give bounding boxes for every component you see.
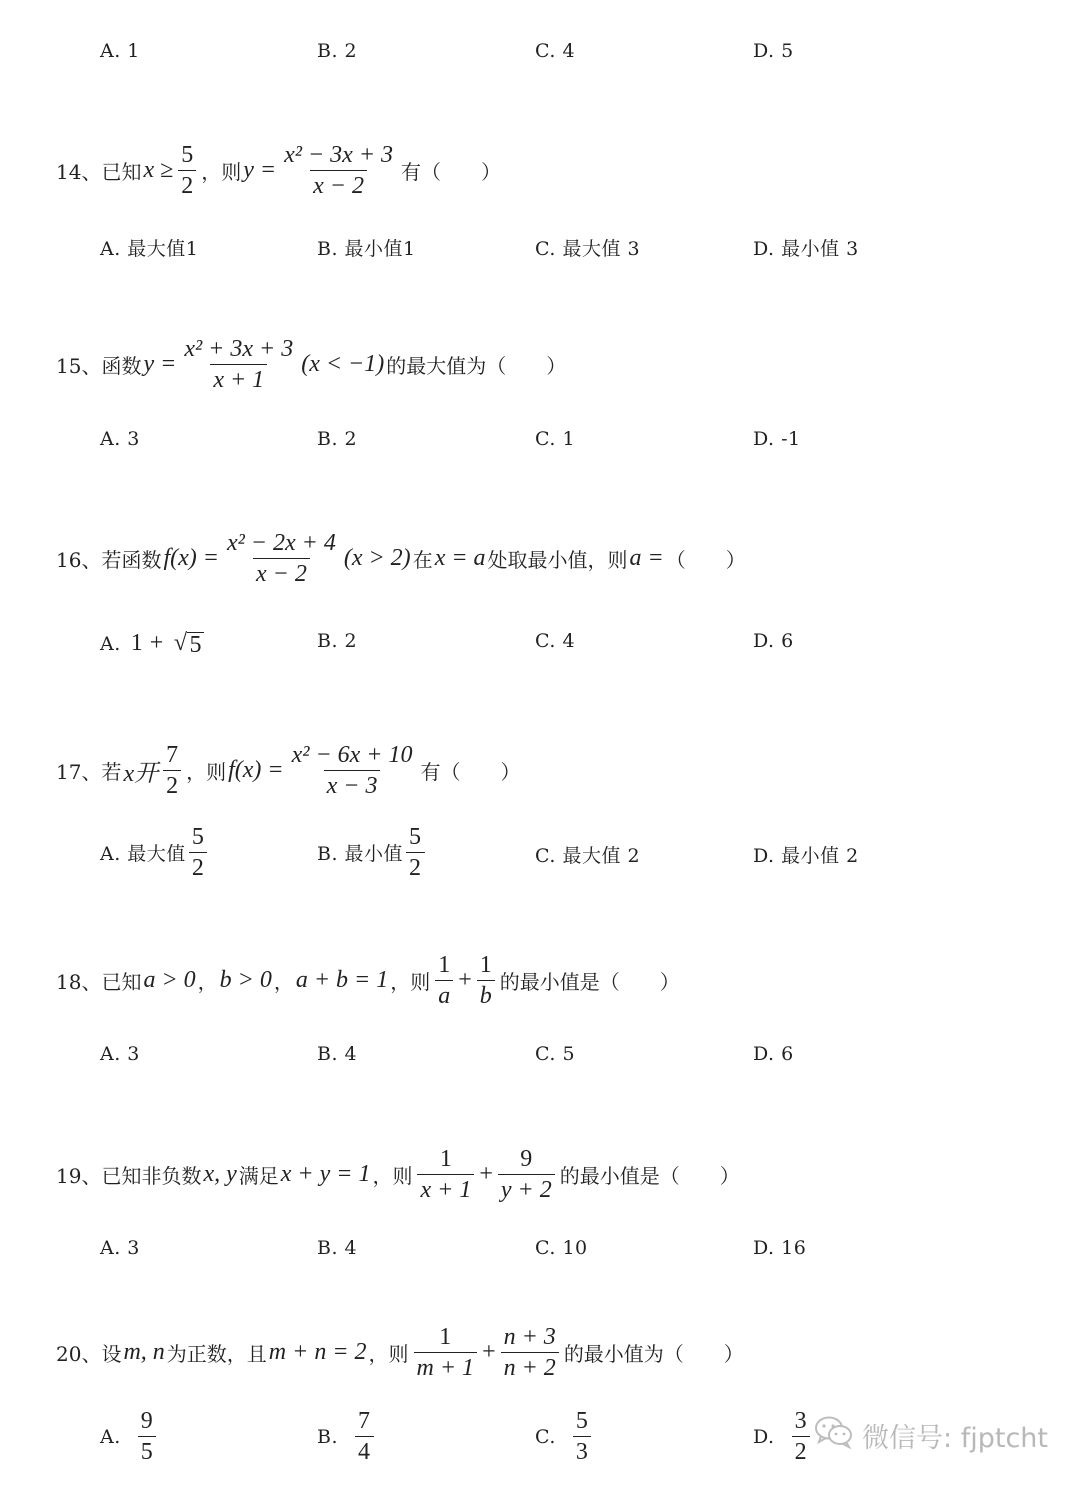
q13-option-b: B. 2 [317, 40, 358, 62]
q17-tail: 有（ ） [420, 760, 521, 784]
q14-y-eq: y = [243, 157, 277, 183]
q19-option-b: B. 4 [317, 1237, 358, 1259]
q19-mid-2: ，则 [372, 1164, 413, 1188]
q16-option-b: B. 2 [317, 630, 358, 652]
q16-function-num: x² − 2x + 4 [226, 530, 336, 556]
q20-frac-2-den: n + 2 [501, 1352, 559, 1383]
q20-option-c-label: C. [535, 1425, 556, 1448]
q20-frac-1 [414, 1322, 478, 1383]
q20-option-d-frac [792, 1406, 811, 1467]
q18-tail: 的最小值是（ ） [499, 970, 680, 994]
q14-tail: 有（ ） [401, 160, 502, 184]
q19-frac-1-den: x + 1 [417, 1174, 474, 1205]
q19-frac-1 [417, 1144, 474, 1205]
q18-frac-1-den: a [435, 980, 453, 1011]
q14-function-num: x² − 3x + 3 [284, 142, 394, 168]
q16-tail1: 处取最小值，则 [487, 548, 628, 572]
q13-option-a: A. 1 [100, 40, 140, 62]
q19-option-d: D. 16 [753, 1237, 807, 1259]
q16-option-a-value: 1 + [130, 630, 164, 656]
q18-option-a: A. 3 [100, 1043, 140, 1065]
wechat-watermark [814, 1415, 1048, 1456]
q18-cond-2: b > 0 [219, 967, 272, 993]
q16-option-a-prefix: A. [100, 632, 121, 655]
q18-cond-3: a + b = 1 [295, 967, 389, 993]
q16-at: x = a [434, 545, 486, 571]
q13-option-c: C. 4 [535, 40, 576, 62]
q14-function-den: x − 2 [310, 170, 367, 201]
q19-option-c: C. 10 [535, 1237, 588, 1259]
q20-tail: 的最小值为（ ） [563, 1342, 744, 1366]
q19-cond: x + y = 1 [280, 1161, 371, 1187]
q20-option-b [317, 1406, 377, 1467]
q17-cond-den: 2 [163, 770, 181, 801]
q17-mid: ，则 [186, 760, 227, 784]
q20-option-d-den: 2 [792, 1436, 811, 1467]
q18-frac-2 [477, 950, 495, 1011]
q14-mid: ，则 [201, 160, 242, 184]
q16-mid: 在 [412, 548, 433, 572]
q18-number: 18、已知 [56, 970, 142, 994]
q17-option-a-den: 2 [189, 852, 208, 883]
q20-number: 20、设 [56, 1342, 122, 1366]
wechat-icon [814, 1415, 854, 1456]
q20-vars: m, n [123, 1339, 165, 1365]
q17-option-b [317, 822, 428, 883]
q17-function-frac [289, 740, 416, 801]
q19-stem [56, 1144, 740, 1205]
q17-option-b-label: B. 最小值 [317, 843, 404, 865]
q17-cond: x开 [123, 761, 159, 787]
q17-option-a-num: 5 [191, 824, 205, 850]
q14-option-b: B. 最小值1 [317, 238, 416, 260]
q14-option-c: C. 最大值 3 [535, 238, 641, 260]
q17-option-d: D. 最小值 2 [753, 845, 859, 867]
q20-option-c-num: 5 [575, 1408, 589, 1434]
q14-cond: x ≥ [143, 157, 174, 183]
q15-option-b: B. 2 [317, 428, 358, 450]
q18-cond-1: a > 0 [143, 967, 196, 993]
q20-frac-2 [501, 1322, 559, 1383]
q17-option-b-den: 2 [406, 852, 425, 883]
q16-tail2: （ ） [665, 548, 746, 572]
q17-option-a-label: A. 最大值 [100, 843, 186, 865]
q15-function-frac [181, 334, 296, 395]
q13-option-d: D. 5 [753, 40, 794, 62]
watermark-text: 微信号: fjptcht [862, 1423, 1048, 1454]
q20-mid-1: 为正数，且 [166, 1342, 267, 1366]
q17-function-den: x − 3 [324, 770, 381, 801]
q20-option-a-den: 5 [138, 1436, 157, 1467]
q18-frac-2-den: b [477, 980, 495, 1011]
q17-option-a-frac [189, 822, 208, 883]
q20-option-b-label: B. [317, 1425, 339, 1448]
q14-option-a: A. 最大值1 [100, 238, 199, 260]
q17-function-num: x² − 6x + 10 [291, 742, 413, 768]
q16-function-frac [224, 528, 339, 589]
q15-y-eq: y = [143, 351, 177, 377]
q14-cond-num: 5 [181, 142, 194, 168]
q16-option-a-sqrt: √ 5 [173, 630, 202, 658]
q20-frac-1-den: m + 1 [414, 1352, 478, 1383]
q18-stem [56, 950, 680, 1011]
q20-option-c-den: 3 [573, 1436, 592, 1467]
q17-f-eq: f(x) = [228, 757, 284, 783]
q15-function-num: x² + 3x + 3 [184, 336, 294, 362]
q18-plus: + [458, 967, 472, 993]
q17-stem [56, 740, 521, 801]
q20-cond: m + n = 2 [268, 1339, 367, 1365]
q15-function-den: x + 1 [210, 364, 267, 395]
q20-option-d-label: D. [753, 1425, 775, 1448]
q20-option-b-den: 4 [355, 1436, 374, 1467]
q19-plus: + [479, 1161, 493, 1187]
q20-option-d [753, 1406, 813, 1467]
q20-frac-1-num: 1 [439, 1324, 452, 1350]
q19-frac-2-num: 9 [520, 1146, 533, 1172]
q15-option-c: C. 1 [535, 428, 576, 450]
q15-option-a: A. 3 [100, 428, 140, 450]
q19-vars: x, y [203, 1161, 237, 1187]
q17-option-b-num: 5 [409, 824, 422, 850]
q20-option-a-label: A. [100, 1425, 121, 1448]
q14-cond-den: 2 [178, 170, 196, 201]
q20-option-a-num: 9 [140, 1408, 154, 1434]
q16-option-d: D. 6 [753, 630, 794, 652]
q17-number: 17、若 [56, 760, 122, 784]
q20-frac-2-num: n + 3 [503, 1324, 556, 1350]
q20-option-c [535, 1406, 594, 1467]
q15-option-d: D. -1 [753, 428, 801, 450]
q16-f-eq: f(x) = [163, 545, 219, 571]
q18-option-d: D. 6 [753, 1043, 794, 1065]
q17-cond-frac [163, 740, 181, 801]
q14-stem [56, 140, 501, 201]
q20-mid-2: ，则 [368, 1342, 409, 1366]
q17-cond-num: 7 [166, 742, 179, 768]
q20-option-d-num: 3 [794, 1408, 808, 1434]
q16-domain: (x > 2) [343, 545, 411, 571]
q14-number: 14、已知 [56, 160, 142, 184]
q20-option-b-num: 7 [358, 1408, 371, 1434]
q20-option-b-frac [355, 1406, 374, 1467]
q16-a-eq: a = [629, 545, 664, 571]
q18-frac-2-num: 1 [479, 952, 492, 978]
q15-stem [56, 334, 566, 395]
q19-number: 19、已知非负数 [56, 1164, 202, 1188]
q15-domain: (x < −1) [301, 351, 385, 377]
q20-option-c-frac [573, 1406, 592, 1467]
q19-mid-1: 满足 [238, 1164, 279, 1188]
q15-number: 15、函数 [56, 354, 142, 378]
q19-frac-2-den: y + 2 [498, 1174, 555, 1205]
q17-option-c: C. 最大值 2 [535, 845, 641, 867]
q19-option-a: A. 3 [100, 1237, 140, 1259]
q16-option-a-radicand: 5 [189, 632, 202, 658]
q19-frac-2 [498, 1144, 555, 1205]
q16-option-c: C. 4 [535, 630, 576, 652]
q16-function-den: x − 2 [253, 558, 310, 589]
q18-option-b: B. 4 [317, 1043, 358, 1065]
q18-option-c: C. 5 [535, 1043, 576, 1065]
q18-sep-2: ， [273, 970, 294, 994]
q17-option-b-frac [406, 822, 425, 883]
q19-tail: 的最小值是（ ） [559, 1164, 740, 1188]
q18-frac-1-num: 1 [438, 952, 451, 978]
q14-option-d: D. 最小值 3 [753, 238, 859, 260]
q18-mid: ，则 [390, 970, 431, 994]
q16-number: 16、若函数 [56, 548, 162, 572]
q15-tail: 的最大值为（ ） [386, 354, 567, 378]
q14-function-frac [281, 140, 396, 201]
q14-cond-frac [178, 140, 196, 201]
q17-option-a [100, 822, 210, 883]
q16-stem [56, 528, 746, 589]
q16-option-a [100, 630, 204, 657]
q20-option-a-frac [138, 1406, 157, 1467]
q20-option-a [100, 1406, 159, 1467]
q18-sep-1: ， [197, 970, 218, 994]
q18-frac-1 [435, 950, 453, 1011]
q19-frac-1-num: 1 [439, 1146, 452, 1172]
q20-plus: + [482, 1339, 496, 1365]
q20-stem [56, 1322, 744, 1383]
